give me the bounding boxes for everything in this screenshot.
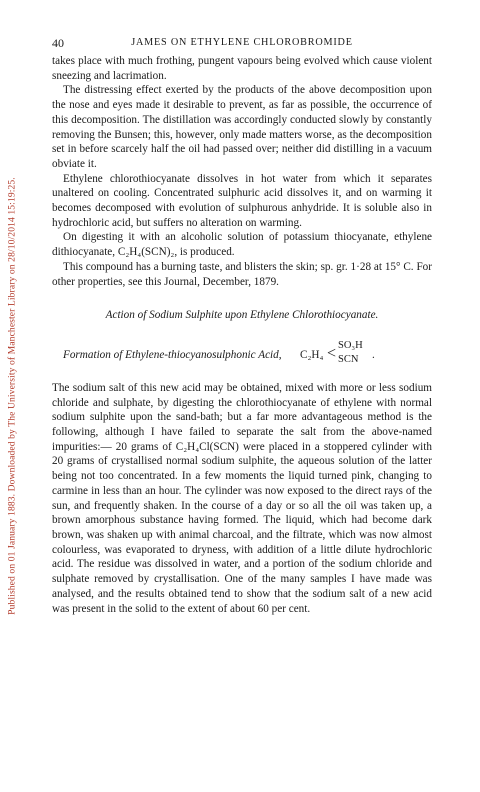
paragraph-digesting: On digesting it with an alcoholic solution of potassium thiocyanate, ethylene dithiocyanate, C₂H₄(SCN)₂, is produced.	[52, 231, 432, 259]
paragraph-sodium-salt: The sodium salt of this new acid may be obtained, mixed with more or less sodium chloride and sulphate, by digesting the chlorothiocyanate of ethylene with normal sodium sulphite upon the sand-bath; but a far more advantageous method is the following, although I have failed to separate the salt from the above-named impurities:— 20 grams of C₂H₄Cl(SCN) were placed in a stoppered cylinder with 20 grams of crystallised normal sodium sulphite, the aqueous solution of the latter being not too concentrated. In a few moments the liquid turned pink, changing to carmine in less than an hour. The cylinder was now exposed to the direct rays of the sun, and frequently shaken. In the course of a day or so all the oil was taken up, a brown amorphous substance having formed. The liquid, which had become dark brown, was shaken up with animal charcoal, and the filtrate, which was now almost colourless, was evaporated to dryness, with addition of a little dilute hydrochloric acid. The residue was dissolved in water, and a portion of the sodium chloride and sulphate removed by crystallisation. One of the many samples I have made was analysed, and the results obtained tend to show that the sodium salt of a new acid was present in the solid to the extent of about 60 per cent.	[52, 381, 432, 615]
paragraph-properties: This compound has a burning taste, and blisters the skin; sp. gr. 1·28 at 15° C. For other properties, see this Journal, December, 1879.	[52, 260, 432, 288]
formula-base: C₂H₄	[300, 348, 324, 361]
paragraph-solubility: Ethylene chlorothiocyanate dissolves in hot water from which it separates unaltered on cooling. Concentrated sulphuric acid dissolves it, and on warming it becomes decomposed with evolution of sulphurous anhydride. It is soluble also in hydrochloric acid, but suffers no alteration on warming.	[52, 172, 432, 229]
download-watermark	[0, 0, 24, 792]
formation-title: Formation of Ethylene-thiocyanosulphonic Acid,	[63, 348, 282, 361]
formula-top: SO₃H	[338, 339, 363, 351]
paragraph-decomposition: The distressing effect exerted by the products of the above decomposition upon the nose and eyes made it desirable to prevent, as far as possible, the occurrence of this decomposition. The distillation was accordingly conducted slowly by constantly removing the Bunsen; this, however, only made matters worse, as the decomposition set in before scarcely half the oil had passed over; neither did distilling in a vacuum obviate it.	[52, 84, 432, 170]
download-notice: Published on 01 January 1883. Downloaded by The University of Manchester Library on 28/10/2014 15:19:25.	[6, 177, 18, 615]
running-head: JAMES ON ETHYLENE CHLOROBROMIDE	[131, 37, 353, 48]
paragraph-continued: takes place with much frothing, pungent vapours being evolved which cause violent sneezing and lacrimation.	[52, 55, 432, 82]
formula-bottom: SCN	[338, 353, 359, 365]
formation-heading	[52, 339, 432, 369]
page-number: 40	[52, 36, 64, 50]
formula-bracket: <	[327, 344, 337, 362]
page-body	[52, 54, 432, 616]
section-heading: Action of Sodium Sulphite upon Ethylene Chlorothiocyanate.	[105, 309, 379, 322]
formula-end: .	[372, 348, 375, 361]
chemical-formula	[300, 339, 432, 369]
page-header	[52, 36, 432, 52]
